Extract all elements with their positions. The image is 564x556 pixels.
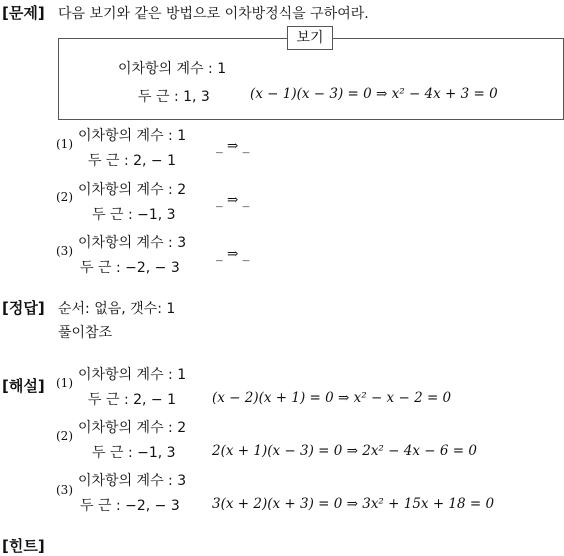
problem-tag: [문제] [2, 4, 45, 22]
problem-item-1-coef: 이차항의 계수 : 1 [78, 128, 187, 144]
answer-tag: [정답] [2, 299, 45, 317]
solution-item-1-equation: (x − 2)(x + 1) = 0 ⇒ x² − x − 2 = 0 [212, 390, 452, 406]
answer-line1: 순서: 없음, 갯수: 1 [58, 301, 176, 317]
implies-arrow: ⇒ [227, 192, 239, 208]
solution-item-3-equation: 3(x + 2)(x + 3) = 0 ⇒ 3x² + 15x + 18 = 0 [212, 496, 495, 512]
problem-item-2-num: (2) [56, 190, 73, 204]
problem-item-1-roots: 두 근 : 2, − 1 [88, 153, 177, 169]
problem-item-3-answer: _ ⇒ _ [216, 246, 250, 262]
example-equation: (x − 1)(x − 3) = 0 ⇒ x² − 4x + 3 = 0 [250, 86, 498, 102]
implies-arrow: ⇒ [227, 246, 239, 262]
hint-tag: [힌트] [2, 537, 45, 555]
solution-item-3-coef: 이차항의 계수 : 3 [78, 473, 187, 489]
problem-instruction: 다음 보기와 같은 방법으로 이차방정식을 구하여라. [58, 6, 369, 22]
solution-item-2-roots: 두 근 : −1, 3 [92, 445, 176, 461]
problem-item-1-num: (1) [56, 137, 73, 151]
problem-item-3-roots: 두 근 : −2, − 3 [80, 260, 180, 276]
solution-tag: [해설] [2, 377, 45, 395]
problem-item-2-coef: 이차항의 계수 : 2 [78, 182, 187, 198]
solution-item-3-num: (3) [56, 483, 73, 497]
solution-item-1-coef: 이차항의 계수 : 1 [78, 367, 187, 383]
problem-item-2-answer: _ ⇒ _ [216, 192, 250, 208]
implies-arrow: ⇒ [227, 138, 239, 154]
solution-item-1-num: (1) [56, 376, 73, 390]
problem-item-3-num: (3) [56, 244, 73, 258]
problem-item-1-answer: _ ⇒ _ [216, 138, 250, 154]
answer-line2: 풀이참조 [58, 325, 113, 341]
solution-item-2-num: (2) [56, 429, 73, 443]
solution-item-2-coef: 이차항의 계수 : 2 [78, 420, 187, 436]
example-coef: 이차항의 계수 : 1 [118, 61, 227, 77]
example-box [58, 38, 564, 120]
problem-item-3-coef: 이차항의 계수 : 3 [78, 235, 187, 251]
solution-item-3-roots: 두 근 : −2, − 3 [80, 498, 180, 514]
example-title: 보기 [287, 26, 333, 50]
solution-item-2-equation: 2(x + 1)(x − 3) = 0 ⇒ 2x² − 4x − 6 = 0 [212, 443, 477, 459]
problem-item-2-roots: 두 근 : −1, 3 [92, 207, 176, 223]
solution-item-1-roots: 두 근 : 2, − 1 [88, 392, 177, 408]
example-roots: 두 근 : 1, 3 [138, 89, 210, 105]
